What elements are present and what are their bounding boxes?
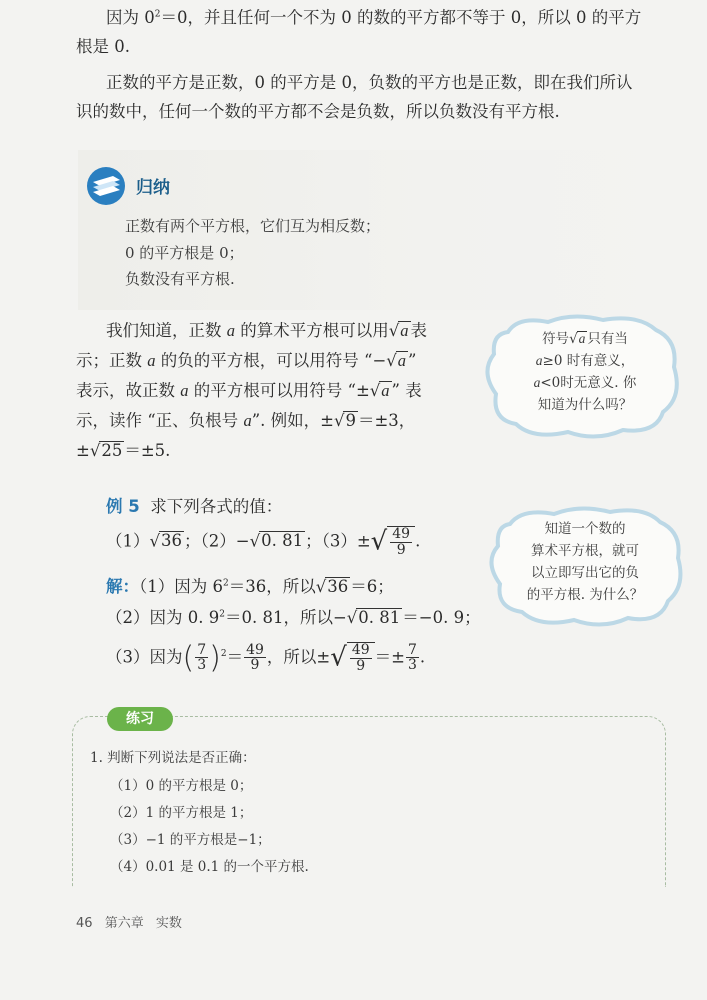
example-label: 例 5 [106,497,140,516]
cloud-note-2: 知道一个数的 算术平方根，就可 以立即写出它的负 的平方根. 为什么？ [526,521,644,603]
notation-line-1: 我们知道，正数 a 的算术平方根可以用√a 表 [106,321,428,340]
practice-question: 1. 判断下列说法是否正确： [90,750,256,766]
page-number: 46 [76,916,93,931]
notation-line-5: ±√25 ＝±5. [76,441,171,460]
chapter-label: 第六章 [104,916,144,931]
notation-line-3: 表示，故正数 a 的平方根可以用符号 “±√a ” 表 [76,381,422,400]
practice-item: （3）−1 的平方根是−1； [110,832,271,848]
practice-tag: 练习 [107,707,173,731]
notation-line-2: 示；正数 a 的负的平方根，可以用符号 “−√a ” [76,351,417,370]
practice-item: （1）0 的平方根是 0； [110,778,253,794]
practice-item: （2）1 的平方根是 1； [110,805,253,821]
solution-line-2: （2）因为 0. $9^2=0$. 81，所以−√0. 81 ＝−0. 9； [106,608,481,627]
page-footer [76,912,190,931]
intro-line-2: 根是 0. [76,37,130,56]
solution-line-1: 解：（1）因为 $6^2=36$，所以√36 ＝6； [106,577,394,596]
intro-line-4: 识的数中，任何一个数的平方都不会是负数，所以负数没有平方根. [76,102,560,121]
solution-line-3: （3）因为( $\frac{7}{3}$ )$^2$＝ $\frac{49}{9}$ ，所以±√ $\frac{49}{9}$ ＝± $\frac{7}{3}$ . [106,640,426,676]
summary-title: 归纳 [136,178,170,198]
summary-item: 0 的平方根是 0； [125,244,244,262]
summary-item: 负数没有平方根. [125,270,235,288]
intro-line-1: 因为 $0^2=0$，并且任何一个不为 0 的数的平方都不等于 0，所以 0 的平方 [106,8,642,27]
summary-item: 正数有两个平方根，它们互为相反数； [125,217,381,235]
example-question: （1）√36 ；（2）−√0. 81 ；（3）±√ $\frac{49}{9}$ . [106,526,421,558]
summary-book-icon [87,166,125,206]
notation-line-4: 示，读作 “正、负根号 a”. 例如，±√9 ＝±3， [76,411,416,430]
example-heading: 例 5 求下列各式的值： [106,497,283,516]
practice-item: （4）0.01 是 0.1 的一个平方根. [110,859,309,875]
cloud-note-1: 符号√a 只有当 a≥0 时有意义， a<0时无意义. 你 知道为什么吗？ [533,331,637,413]
chapter-title: 实数 [155,916,182,931]
intro-line-3: 正数的平方是正数，0 的平方是 0，负数的平方也是正数，即在我们所认 [106,73,633,92]
